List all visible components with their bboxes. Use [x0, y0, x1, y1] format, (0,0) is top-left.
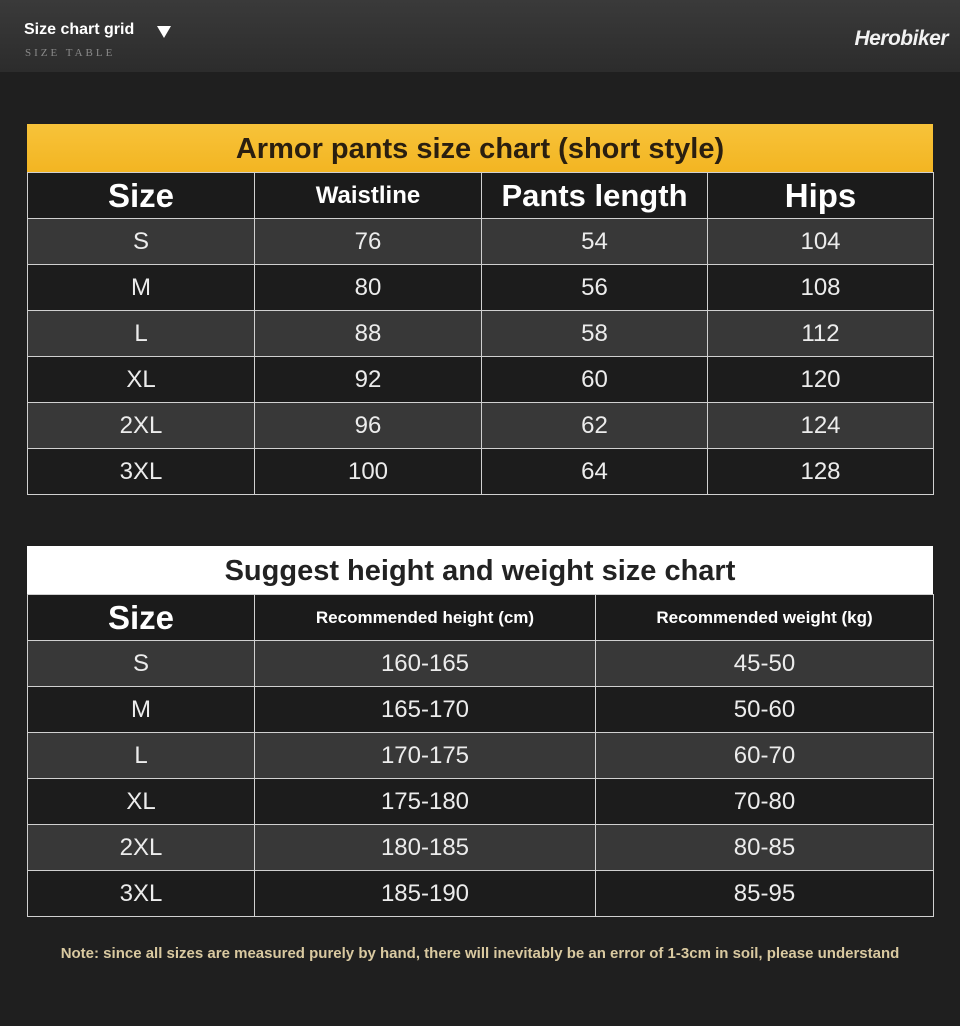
caret-down-icon — [157, 26, 171, 38]
table-cell: 124 — [708, 403, 934, 449]
table-cell: M — [28, 687, 255, 733]
table-cell: 180-185 — [255, 825, 596, 871]
table-cell: 108 — [708, 265, 934, 311]
table-cell: 70-80 — [596, 779, 934, 825]
table-header-row — [28, 595, 934, 641]
table-cell: 185-190 — [255, 871, 596, 917]
column-header-size: Size — [28, 595, 255, 641]
pants-size-chart — [27, 124, 933, 495]
brand-logo: Herobiker — [854, 27, 948, 50]
table-cell: 2XL — [28, 825, 255, 871]
height-weight-chart-title: Suggest height and weight size chart — [27, 546, 933, 594]
table-cell: XL — [28, 779, 255, 825]
column-header-size: Size — [28, 173, 255, 219]
table-cell: 160-165 — [255, 641, 596, 687]
table-cell: 92 — [255, 357, 482, 403]
table-row — [28, 733, 934, 779]
banner-title: Size chart grid — [24, 21, 135, 38]
table-cell: 88 — [255, 311, 482, 357]
pants-size-chart-title: Armor pants size chart (short style) — [27, 124, 933, 172]
table-cell: 58 — [482, 311, 708, 357]
table-cell: 112 — [708, 311, 934, 357]
column-header-pants-length: Pants length — [482, 173, 708, 219]
table-cell: 80 — [255, 265, 482, 311]
table-cell: L — [28, 311, 255, 357]
table-cell: 62 — [482, 403, 708, 449]
table-row — [28, 871, 934, 917]
table-cell: 100 — [255, 449, 482, 495]
table-cell: 60 — [482, 357, 708, 403]
table-row — [28, 779, 934, 825]
banner-subtitle: SIZE TABLE — [25, 47, 116, 59]
table-cell: L — [28, 733, 255, 779]
table-cell: 170-175 — [255, 733, 596, 779]
table-cell: 85-95 — [596, 871, 934, 917]
table-cell: 120 — [708, 357, 934, 403]
table-cell: 80-85 — [596, 825, 934, 871]
table-row — [28, 265, 934, 311]
table-row — [28, 449, 934, 495]
column-header-waistline: Waistline — [255, 173, 482, 219]
height-weight-table — [27, 594, 934, 917]
table-cell: S — [28, 641, 255, 687]
table-row — [28, 825, 934, 871]
table-cell: 60-70 — [596, 733, 934, 779]
table-cell: 3XL — [28, 449, 255, 495]
top-banner — [0, 0, 960, 72]
table-cell: 45-50 — [596, 641, 934, 687]
table-row — [28, 357, 934, 403]
table-cell: 50-60 — [596, 687, 934, 733]
table-cell: 2XL — [28, 403, 255, 449]
table-row — [28, 311, 934, 357]
table-cell: 76 — [255, 219, 482, 265]
column-header-hips: Hips — [708, 173, 934, 219]
table-cell: 3XL — [28, 871, 255, 917]
table-row — [28, 687, 934, 733]
table-header-row — [28, 173, 934, 219]
column-header-weight: Recommended weight (kg) — [596, 595, 934, 641]
table-row — [28, 403, 934, 449]
height-weight-chart — [27, 546, 933, 917]
pants-size-table — [27, 172, 934, 495]
table-cell: 175-180 — [255, 779, 596, 825]
table-cell: XL — [28, 357, 255, 403]
column-header-height: Recommended height (cm) — [255, 595, 596, 641]
table-cell: 96 — [255, 403, 482, 449]
table-row — [28, 219, 934, 265]
table-cell: 165-170 — [255, 687, 596, 733]
table-cell: 128 — [708, 449, 934, 495]
table-cell: 54 — [482, 219, 708, 265]
measurement-note: Note: since all sizes are measured purely by hand, there will inevitably be an error of 1-3cm in soil, please understand — [60, 945, 900, 962]
table-cell: S — [28, 219, 255, 265]
table-row — [28, 641, 934, 687]
table-cell: 104 — [708, 219, 934, 265]
table-cell: 56 — [482, 265, 708, 311]
table-cell: M — [28, 265, 255, 311]
table-cell: 64 — [482, 449, 708, 495]
